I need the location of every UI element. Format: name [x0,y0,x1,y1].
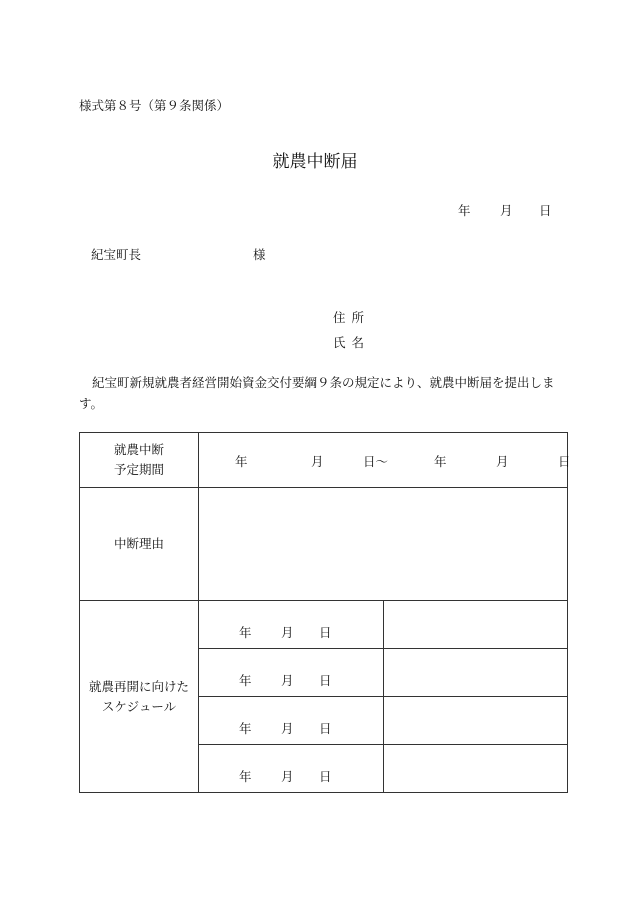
schedule-label [80,601,199,793]
reason-input[interactable] [199,488,568,601]
schedule-date-input[interactable] [199,697,384,745]
schedule-month: 月 [281,625,294,640]
period-label [80,433,199,488]
reason-label: 中断理由 [80,488,199,601]
date-year: 年 [458,203,471,218]
address-label: 住所 [333,310,371,325]
period-end-year: 年 [434,454,447,469]
schedule-year: 年 [239,673,252,688]
date-month: 月 [500,203,513,218]
schedule-content-input[interactable] [383,745,568,793]
schedule-date-input[interactable] [199,649,384,697]
schedule-content-input[interactable] [383,601,568,649]
page-title: 就農中断届 [272,152,358,172]
period-row [80,433,568,488]
form-number: 様式第８号（第９条関係） [79,98,230,113]
schedule-year: 年 [239,625,252,640]
name-label: 氏名 [333,335,371,350]
schedule-label-line2: スケジュール [101,698,177,714]
schedule-content-input[interactable] [383,649,568,697]
addressee-name: 紀宝町長 [91,247,142,262]
schedule-row [80,601,568,649]
schedule-year: 年 [239,721,252,736]
schedule-month: 月 [281,673,294,688]
schedule-month: 月 [281,721,294,736]
schedule-date-input[interactable] [199,601,384,649]
period-end-day: 日 [558,454,571,469]
schedule-content-input[interactable] [383,697,568,745]
schedule-day: 日 [319,625,332,640]
schedule-day: 日 [319,673,332,688]
period-start-day: 日～ [363,454,389,469]
schedule-label-line1: 就農再開に向けた [88,678,189,694]
period-start-year: 年 [235,454,248,469]
period-end-month: 月 [496,454,509,469]
body-text: 紀宝町新規就農者経営開始資金交付要綱９条の規定により、就農中断届を提出します。 [79,375,555,411]
schedule-year: 年 [239,769,252,784]
period-label-line2: 予定期間 [113,462,164,477]
period-input[interactable] [199,433,571,488]
date-day: 日 [539,203,552,218]
schedule-day: 日 [319,721,332,736]
schedule-month: 月 [281,769,294,784]
addressee-honorific: 様 [253,247,266,262]
schedule-date-input[interactable] [199,745,384,793]
period-label-line1: 就農中断 [113,442,164,457]
schedule-day: 日 [319,769,332,784]
reason-row [80,488,568,601]
period-start-month: 月 [311,454,324,469]
suspension-form-table [79,432,571,793]
